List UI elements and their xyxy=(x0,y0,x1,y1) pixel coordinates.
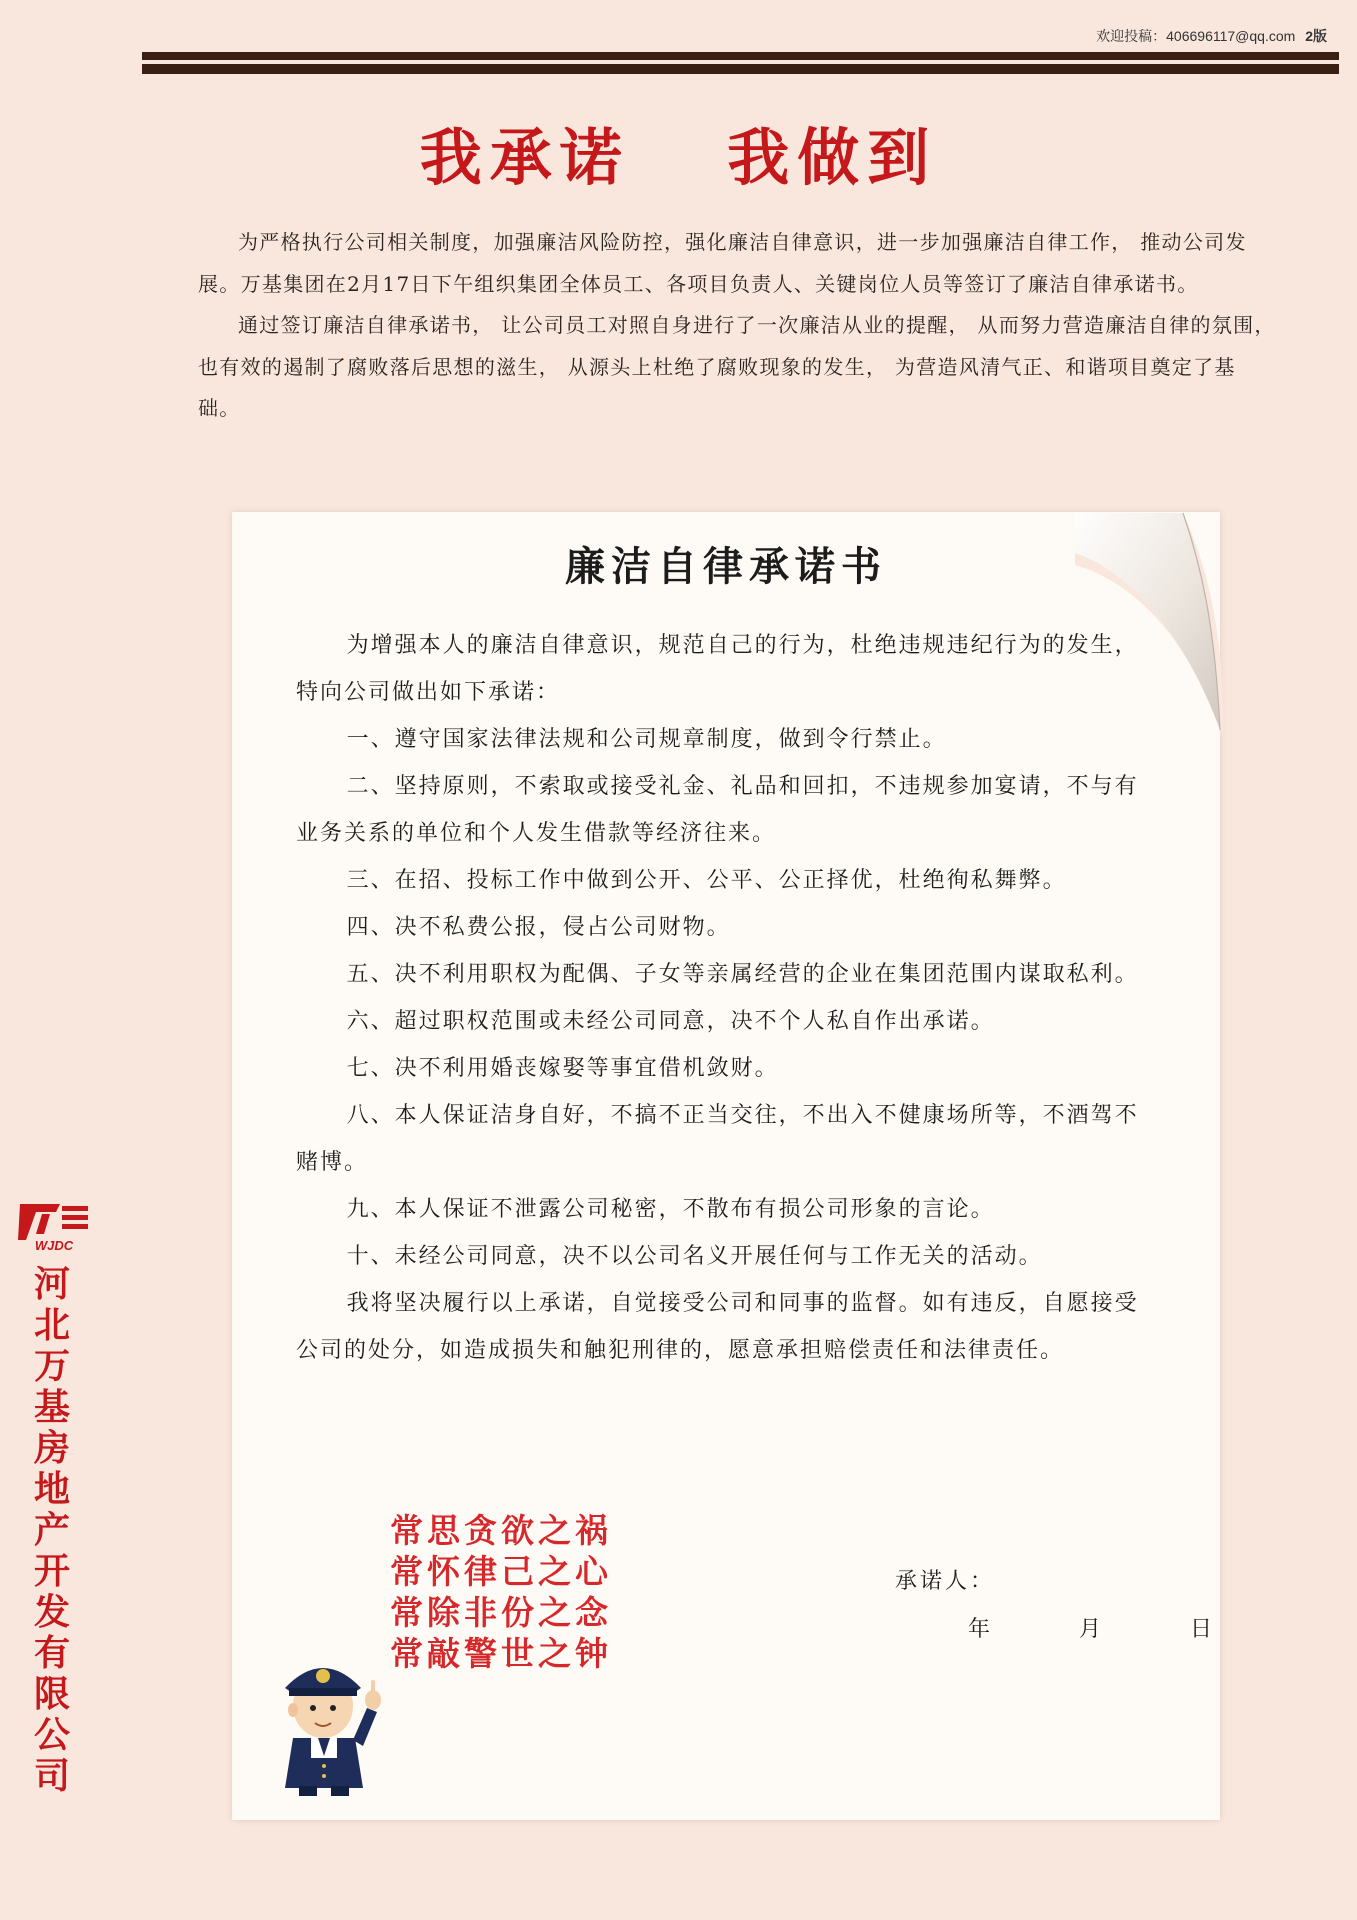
company-name-vertical xyxy=(30,1264,74,1797)
slogan-line: 常除非份之念 xyxy=(390,1593,612,1632)
slogan-line: 常怀律己之心 xyxy=(390,1552,612,1591)
pledge-closing: 我将坚决履行以上承诺，自觉接受公司和同事的监督。如有违反，自愿接受公司的处分，如造成损失和触犯刑律的，愿意承担赔偿责任和法律责任。 xyxy=(296,1291,1139,1363)
slogan-block xyxy=(390,1510,612,1674)
company-logo xyxy=(14,1200,94,1256)
pledge-item: 四、决不私费公报，侵占公司财物。 xyxy=(346,915,731,940)
signer-label: 承诺人： xyxy=(895,1569,996,1594)
date-line xyxy=(968,1612,1256,1643)
company-name-char: 司 xyxy=(33,1756,70,1797)
pledge-item: 一、遵守国家法律法规和公司规章制度，做到令行禁止。 xyxy=(346,727,947,752)
company-name-char: 发 xyxy=(33,1592,70,1633)
pledge-title: 廉洁自律承诺书 xyxy=(565,544,887,590)
header-rule-thin xyxy=(142,52,1339,60)
pledge-item: 三、在招、投标工作中做到公开、公平、公正择优，杜绝徇私舞弊。 xyxy=(346,868,1067,893)
main-title xyxy=(0,108,1357,197)
pledge-item: 六、超过职权范围或未经公司同意，决不个人私自作出承诺。 xyxy=(346,1009,995,1034)
police-officer-cartoon-icon xyxy=(255,1628,395,1798)
date-day: 日 xyxy=(1190,1617,1213,1642)
company-name-char: 公 xyxy=(33,1715,70,1756)
main-title-left: 我承诺 xyxy=(419,121,630,194)
company-name-char: 产 xyxy=(33,1510,70,1551)
page-number: 2版 xyxy=(1305,28,1327,44)
logo-text: WJDC xyxy=(34,1238,74,1253)
slogan-line: 常思贪欲之祸 xyxy=(390,1511,612,1550)
pledge-item: 十、未经公司同意，决不以公司名义开展任何与工作无关的活动。 xyxy=(346,1244,1043,1269)
date-month: 月 xyxy=(1079,1617,1102,1642)
company-name-char: 房 xyxy=(33,1428,70,1469)
pledge-paragraph: 为增强本人的廉洁自律意识，规范自己的行为，杜绝违规违纪行为的发生，特向公司做出如下承诺： xyxy=(296,633,1139,705)
contact-email-text: 欢迎投稿：406696117@qq.com xyxy=(1096,28,1296,44)
intro-paragraph-1: 为严格执行公司相关制度，加强廉洁风险防控，强化廉洁自律意识，进一步加强廉洁自律工作， 推动公司发展。万基集团在2月17日下午组织集团全体员工、各项目负责人、关键岗位人员等签订了廉洁自律承诺书。 xyxy=(198,230,1247,296)
slogan-line: 常敲警世之钟 xyxy=(390,1634,612,1673)
intro-paragraph-2: 通过签订廉洁自律承诺书， 让公司员工对照自身进行了一次廉洁从业的提醒， 从而努力营造廉洁自律的氛围， 也有效的遏制了腐败落后思想的滋生， 从源头上杜绝了腐败现象的发生， 为营造风清气正、和谐项目奠定了基础。 xyxy=(198,313,1276,420)
company-name-char: 北 xyxy=(33,1305,70,1346)
company-name-char: 地 xyxy=(33,1469,70,1510)
company-name-char: 万 xyxy=(33,1346,70,1387)
pledge-item: 八、本人保证洁身自好，不搞不正当交往，不出入不健康场所等，不酒驾不赌博。 xyxy=(296,1103,1139,1175)
intro-article xyxy=(198,222,1278,430)
pledge-item: 五、决不利用职权为配偶、子女等亲属经营的企业在集团范围内谋取私利。 xyxy=(346,962,1139,987)
company-name-char: 限 xyxy=(33,1674,70,1715)
pledge-item: 七、决不利用婚丧嫁娶等事宜借机敛财。 xyxy=(346,1056,779,1081)
header-contact xyxy=(1096,26,1327,46)
company-name-char: 河 xyxy=(33,1264,70,1305)
company-name-char: 有 xyxy=(33,1633,70,1674)
pledge-body xyxy=(296,622,1142,1374)
date-year: 年 xyxy=(968,1617,991,1642)
pledge-item: 二、坚持原则，不索取或接受礼金、礼品和回扣，不违规参加宴请，不与有业务关系的单位和个人发生借款等经济往来。 xyxy=(296,774,1139,846)
company-name-char: 开 xyxy=(33,1551,70,1592)
header-rule-thick xyxy=(142,64,1339,74)
main-title-right: 我做到 xyxy=(727,121,938,194)
company-name-char: 基 xyxy=(33,1387,70,1428)
pledge-item: 九、本人保证不泄露公司秘密，不散布有损公司形象的言论。 xyxy=(346,1197,995,1222)
